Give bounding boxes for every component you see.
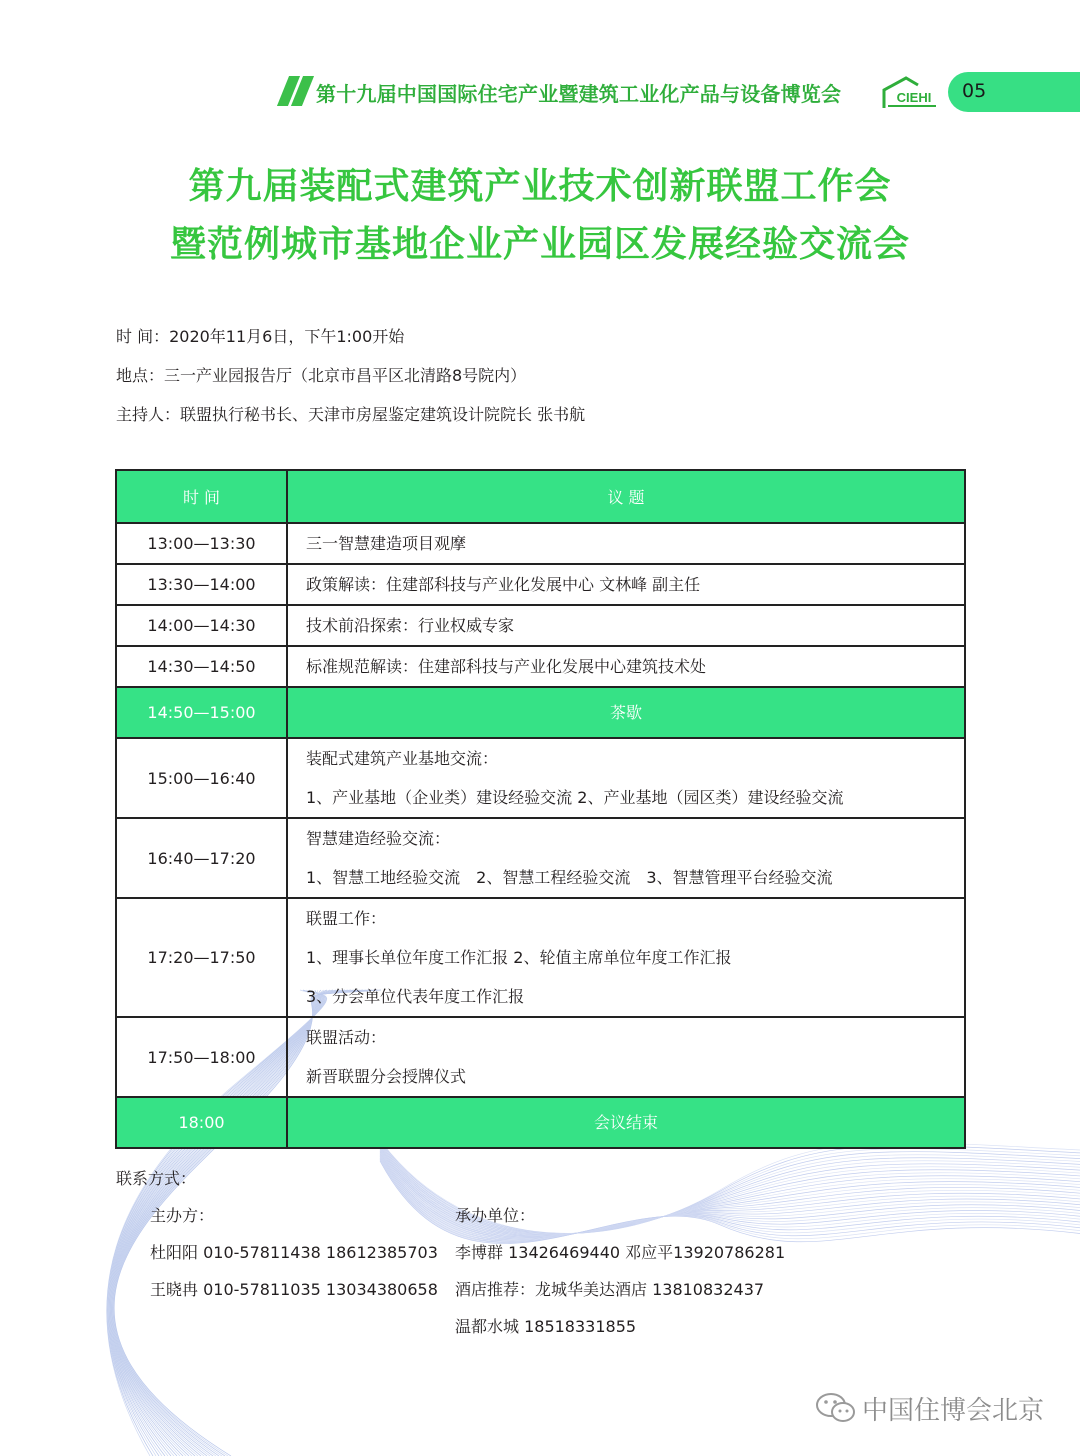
schedule-topic-line: 新晋联盟分会授牌仪式	[306, 1067, 467, 1086]
expo-logo-icon	[878, 72, 940, 112]
schedule-time: 18:00	[116, 1097, 287, 1148]
page-number: 05	[962, 80, 987, 102]
watermark-text: 中国住博会北京	[862, 1396, 1045, 1426]
schedule-topic	[287, 818, 965, 898]
schedule-topic-line: 1、理事长单位年度工作汇报 2、轮值主席单位年度工作汇报	[306, 948, 732, 967]
wave-line	[380, 1157, 1080, 1241]
wave-line	[380, 1156, 1080, 1240]
wave-line	[380, 1157, 1080, 1240]
schedule-topic	[287, 687, 965, 738]
organizer-label: 主办方：	[150, 1206, 215, 1225]
schedule-time: 17:50—18:00	[116, 1017, 287, 1097]
wave-line	[380, 1155, 1080, 1239]
schedule-topic-line: 1、产业基地（企业类）建设经验交流 2、产业基地（园区类）建设经验交流	[306, 788, 844, 807]
wechat-icon	[815, 1391, 857, 1425]
schedule-row	[116, 738, 965, 818]
schedule-topic-line: 联盟活动：	[306, 1028, 387, 1047]
schedule-header-row	[116, 470, 965, 523]
logo-text: CIEHI	[896, 90, 932, 105]
schedule-topic-line: 装配式建筑产业基地交流：	[306, 749, 499, 768]
schedule-row	[116, 523, 965, 564]
schedule-row	[116, 1017, 965, 1097]
meeting-host: 主持人：联盟执行秘书长、天津市房屋鉴定建筑设计院院长 张书航	[116, 405, 586, 424]
schedule-topic-line: 1、智慧工地经验交流 2、智慧工程经验交流 3、智慧管理平台经验交流	[306, 868, 833, 887]
schedule-topic-line: 标准规范解读：住建部科技与产业化发展中心建筑技术处	[306, 657, 707, 676]
schedule-topic-line: 茶歇	[609, 703, 642, 722]
wave-line	[380, 1159, 1080, 1242]
schedule-row	[116, 564, 965, 605]
schedule-topic-line: 联盟工作：	[306, 909, 387, 928]
page-title-line-2: 暨范例城市基地企业产业园区发展经验交流会	[169, 223, 910, 265]
wave-line	[380, 1158, 1080, 1241]
schedule-time: 15:00—16:40	[116, 738, 287, 818]
schedule-row-highlight	[116, 687, 965, 738]
wave-line	[380, 1160, 1080, 1243]
schedule-row-highlight	[116, 1097, 965, 1148]
header-time: 时 间	[116, 470, 287, 523]
organizer-contact-1: 杜阳阳 010-57811438 18612385703	[150, 1243, 438, 1262]
schedule-topic-line: 技术前沿探索：行业权威专家	[306, 616, 515, 635]
undertaker-contact-1: 李博群 13426469440 邓应平13920786281	[455, 1243, 786, 1262]
schedule-topic-line: 3、分会单位代表年度工作汇报	[306, 987, 525, 1006]
organizer-contact-2: 王晓冉 010-57811035 13034380658	[150, 1280, 438, 1299]
schedule-time: 17:20—17:50	[116, 898, 287, 1017]
header-topic: 议 题	[287, 470, 965, 523]
schedule-topic	[287, 1097, 965, 1148]
schedule-topic	[287, 1017, 965, 1097]
schedule-topic-line: 会议结束	[593, 1113, 658, 1132]
page-title-line-1: 第九届装配式建筑产业技术创新联盟工作会	[188, 165, 892, 207]
schedule-row	[116, 605, 965, 646]
expo-title: 第十九届中国国际住宅产业暨建筑工业化产品与设备博览会	[316, 82, 842, 106]
wave-line	[380, 1159, 1080, 1242]
schedule-topic	[287, 738, 965, 818]
schedule-topic	[287, 523, 965, 564]
page-header	[0, 72, 1080, 112]
schedule-time: 13:30—14:00	[116, 564, 287, 605]
schedule-time: 13:00—13:30	[116, 523, 287, 564]
schedule-topic	[287, 605, 965, 646]
contact-heading: 联系方式：	[116, 1169, 197, 1188]
schedule-row	[116, 818, 965, 898]
schedule-time: 14:30—14:50	[116, 646, 287, 687]
hotel-recommendation-2: 温都水城 18518331855	[455, 1317, 637, 1336]
schedule-topic	[287, 646, 965, 687]
schedule-topic	[287, 898, 965, 1017]
schedule-topic-line: 智慧建造经验交流：	[306, 829, 451, 848]
schedule-topic-line: 三一智慧建造项目观摩	[306, 534, 467, 553]
schedule-row	[116, 646, 965, 687]
schedule-table	[115, 469, 966, 1149]
schedule-topic	[287, 564, 965, 605]
schedule-time: 14:50—15:00	[116, 687, 287, 738]
schedule-topic-line: 政策解读：住建部科技与产业化发展中心 文林峰 副主任	[306, 575, 701, 594]
hotel-recommendation: 酒店推荐：龙城华美达酒店 13810832437	[455, 1280, 765, 1299]
meeting-location: 地点：三一产业园报告厅（北京市昌平区北清路8号院内）	[116, 366, 527, 385]
schedule-time: 14:00—14:30	[116, 605, 287, 646]
undertaker-label: 承办单位：	[455, 1206, 536, 1225]
schedule-time: 16:40—17:20	[116, 818, 287, 898]
meeting-time: 时 间：2020年11月6日，下午1:00开始	[116, 327, 405, 346]
schedule-row	[116, 898, 965, 1017]
